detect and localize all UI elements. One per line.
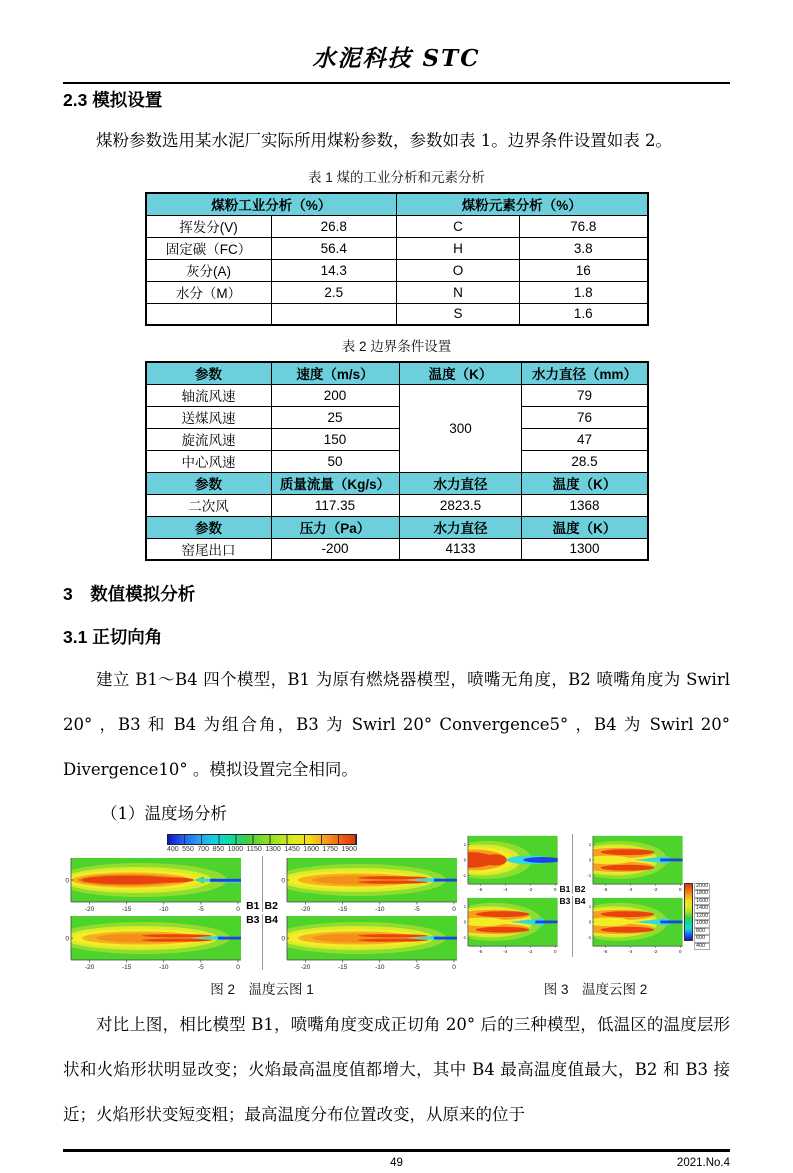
header-rule: [63, 82, 730, 84]
contour-plot-b2: [279, 856, 461, 912]
section-3-heading: 3 数值模拟分析: [63, 581, 730, 606]
table-cell: 二次风: [146, 494, 272, 516]
subitem-temperature-field: （1）温度场分析: [63, 800, 730, 824]
page-number: 49: [63, 1157, 730, 1169]
x-tick-label: -5: [414, 964, 420, 970]
x-tick-label: -20: [301, 964, 311, 970]
table-cell: 轴流风速: [146, 384, 272, 406]
table-cell: 76.8: [519, 215, 647, 237]
table-header-cell: 温度（K）: [522, 516, 648, 538]
table-cell: 送煤风速: [146, 406, 272, 428]
table-header-cell: 水力直径（mm）: [522, 362, 648, 384]
y-tick-label: 0: [588, 920, 591, 925]
table-cell: 水分（M）: [146, 281, 272, 303]
colorbar-tick: 1600: [303, 846, 319, 853]
table2-header-row-2: [146, 472, 648, 494]
x-tick-label: -20: [85, 906, 95, 912]
table-cell: H: [397, 237, 520, 259]
analysis-paragraph: 对比上图，相比模型 B1，喷嘴角度变成正切角 20° 后的三种模型，低温区的温度层形状和火焰形状明显改变；火焰最高温度值都增大，其中 B4 最高温度值最大，B2 和 B3 接近；火焰形状变短变粗；最高温度分布位置改变，从原来的位于: [63, 1002, 730, 1137]
colorbar-tick: 1000: [694, 920, 710, 928]
table-cell: 79: [522, 384, 648, 406]
table1-header-ultimate: 煤粉元素分析（%）: [397, 193, 648, 215]
figure3-temperature-contour-2: [461, 834, 730, 957]
table-header-cell: 速度（m/s）: [271, 362, 399, 384]
x-tick-label: -15: [338, 964, 348, 970]
x-tick-label: 0: [554, 887, 557, 893]
x-tick-label: -10: [375, 906, 385, 912]
contour-panel-b4: [586, 896, 685, 956]
table-row: [146, 237, 648, 259]
table-row: [146, 428, 648, 450]
table-cell: 47: [522, 428, 648, 450]
y-tick-label: 1: [464, 842, 467, 847]
panel-divider: [262, 856, 263, 912]
table-row: [146, 494, 648, 516]
colorbar-gradient: [684, 883, 693, 941]
table-cell: 200: [271, 384, 399, 406]
colorbar-tick: 1900: [341, 846, 357, 853]
y-tick-label: 0: [281, 936, 285, 943]
table-cell: 1368: [522, 494, 648, 516]
table-row: [146, 303, 648, 325]
table1-header-proximate: 煤粉工业分析（%）: [146, 193, 397, 215]
footer: [63, 1157, 730, 1173]
table-cell: 117.35: [271, 494, 399, 516]
journal-title: 水泥科技 STC: [63, 40, 730, 73]
x-tick-label: 0: [452, 964, 456, 970]
table-cell: 固定碳（FC）: [146, 237, 272, 259]
x-tick-label: -6: [478, 887, 483, 893]
panel-labels-top: [560, 834, 586, 894]
y-tick-label: 1: [588, 905, 591, 910]
colorbar-labels: [694, 883, 710, 951]
table-cell: 窑尾出口: [146, 538, 272, 560]
footer-rule: [63, 1149, 730, 1152]
table-row: [146, 281, 648, 303]
figure2-colorbar: [167, 834, 357, 853]
y-tick-label: -1: [462, 873, 466, 878]
panel-label-b1: B1: [560, 884, 571, 894]
table2-header-row-3: [146, 516, 648, 538]
table-row: [146, 450, 648, 472]
table2-caption: 表 2 边界条件设置: [63, 335, 730, 355]
table-cell: [146, 303, 272, 325]
figure2-caption: 图 2 温度云图 1: [63, 978, 461, 998]
y-tick-label: 1: [464, 905, 467, 910]
table-cell: 2823.5: [399, 494, 522, 516]
contour-plot-b4: [586, 896, 685, 956]
table-cell: 25: [271, 406, 399, 428]
x-tick-label: -5: [414, 906, 420, 912]
table-cell: 26.8: [271, 215, 397, 237]
table-cell: 旋流风速: [146, 428, 272, 450]
table-row: [146, 215, 648, 237]
panel-label-b1: B1: [246, 900, 259, 912]
panel-label-b4: B4: [265, 914, 278, 926]
colorbar-tick: 850: [212, 846, 224, 853]
table-cell: 28.5: [522, 450, 648, 472]
x-tick-label: -4: [628, 949, 633, 955]
x-tick-label: -10: [159, 964, 169, 970]
section-2-3-heading: 2.3 模拟设置: [63, 87, 730, 112]
colorbar-tick: 700: [197, 846, 209, 853]
table-header-cell: 压力（Pa）: [271, 516, 399, 538]
x-tick-label: -15: [122, 964, 132, 970]
table-cell: 150: [271, 428, 399, 450]
colorbar-tick: 400: [694, 943, 710, 951]
colorbar-tick: 1600: [694, 898, 710, 906]
contour-panel-b1: [63, 856, 245, 912]
table-header-cell: 参数: [146, 362, 272, 384]
section-2-3-paragraph: 煤粉参数选用某水泥厂实际所用煤粉参数，参数如表 1。边界条件设置如表 2。: [63, 127, 730, 151]
contour-plot-b4: [279, 914, 461, 970]
colorbar-tick: 400: [167, 846, 179, 853]
table-cell: 56.4: [271, 237, 397, 259]
colorbar-tick: 1400: [694, 905, 710, 913]
table-cell: N: [397, 281, 520, 303]
table-header-cell: 参数: [146, 516, 272, 538]
x-tick-label: -2: [653, 887, 658, 893]
table-cell: 4133: [399, 538, 522, 560]
table-cell: 50: [271, 450, 399, 472]
table-header-cell: 温度（K）: [399, 362, 522, 384]
colorbar-tick: 1450: [284, 846, 300, 853]
issue-label: 2021.No.4: [677, 1157, 730, 1169]
y-tick-label: 0: [65, 936, 69, 943]
table2-boundary-conditions: [145, 361, 649, 561]
table1-header-row: [146, 193, 648, 215]
table-cell-shared-temperature: 300: [399, 384, 522, 472]
y-tick-label: 1: [588, 842, 591, 847]
y-tick-label: 0: [281, 878, 285, 885]
table2-header-row-1: [146, 362, 648, 384]
contour-panel-b3: [461, 896, 560, 956]
table-header-cell: 温度（K）: [522, 472, 648, 494]
panel-label-b2: B2: [265, 900, 278, 912]
colorbar-tick: 1150: [247, 846, 262, 853]
colorbar-tick: 2000: [694, 883, 710, 891]
x-tick-label: -15: [122, 906, 132, 912]
table-header-cell: 质量流量（Kg/s）: [271, 472, 399, 494]
table-row: [146, 384, 648, 406]
y-tick-label: 0: [588, 858, 591, 863]
y-tick-label: 0: [464, 920, 467, 925]
table-cell: 76: [522, 406, 648, 428]
table-header-cell: 水力直径: [399, 472, 522, 494]
figure2-temperature-contour-1: [63, 834, 461, 970]
x-tick-label: -2: [653, 949, 658, 955]
panel-labels-top: [245, 856, 279, 912]
section-3-1-paragraph: 建立 B1～B4 四个模型，B1 为原有燃烧器模型，喷嘴无角度，B2 喷嘴角度为 Swirl 20° ，B3 和 B4 为组合角，B3 为 Swirl 20° Convergence5° ，B4 为 Swirl 20° Divergence10° 。模拟设置完全相同。: [63, 657, 730, 792]
table-cell: 16: [519, 259, 647, 281]
colorbar-tick: 1200: [694, 913, 710, 921]
table1-coal-analysis: [145, 192, 649, 326]
x-tick-label: 0: [236, 964, 240, 970]
x-tick-label: 0: [452, 906, 456, 912]
figure2-panels: [63, 856, 461, 970]
y-tick-label: -1: [587, 873, 591, 878]
colorbar-tick: 1800: [694, 890, 710, 898]
table-row: [146, 259, 648, 281]
x-tick-label: -20: [301, 906, 311, 912]
y-tick-label: -1: [462, 936, 466, 941]
contour-panel-b2: [279, 856, 461, 912]
panel-labels-bottom: [245, 914, 279, 970]
colorbar-tick: 1000: [228, 846, 244, 853]
x-tick-label: 0: [236, 906, 240, 912]
table-cell: 中心风速: [146, 450, 272, 472]
panel-labels-bottom: [560, 896, 586, 956]
colorbar-tick: 1300: [265, 846, 281, 853]
panel-divider: [262, 914, 263, 970]
contour-plot-b1: [63, 856, 245, 912]
colorbar-tick: 800: [694, 928, 710, 936]
table-cell: 1300: [522, 538, 648, 560]
contour-panel-b1: [461, 834, 560, 894]
table-cell: 3.8: [519, 237, 647, 259]
page-content: [0, 40, 793, 1173]
panel-label-b3: B3: [560, 896, 571, 906]
contour-plot-b3: [461, 896, 560, 956]
table-row: [146, 538, 648, 560]
figure-captions-row: [63, 978, 730, 998]
x-tick-label: 0: [554, 949, 557, 955]
x-tick-label: -2: [528, 887, 533, 893]
table-cell: 灰分(A): [146, 259, 272, 281]
colorbar-tick: 550: [182, 846, 194, 853]
x-tick-label: -15: [338, 906, 348, 912]
panel-label-b3: B3: [246, 914, 259, 926]
x-tick-label: -6: [478, 949, 483, 955]
x-tick-label: -6: [603, 887, 608, 893]
x-tick-label: -4: [503, 887, 508, 893]
colorbar-labels: [167, 846, 357, 853]
colorbar-tick: 1750: [322, 846, 338, 853]
table-cell: 14.3: [271, 259, 397, 281]
table-header-cell: 参数: [146, 472, 272, 494]
contour-panel-b2: [586, 834, 685, 894]
figures-row: [63, 834, 730, 970]
colorbar-gradient: [167, 834, 357, 845]
colorbar-tick: 600: [694, 935, 710, 943]
contour-panel-b3: [63, 914, 245, 970]
x-tick-label: -6: [603, 949, 608, 955]
x-tick-label: -4: [628, 887, 633, 893]
section-3-1-heading: 3.1 正切向角: [63, 624, 730, 649]
figure3-colorbar: [684, 834, 730, 957]
x-tick-label: -20: [85, 964, 95, 970]
contour-panel-b4: [279, 914, 461, 970]
table-header-cell: 水力直径: [399, 516, 522, 538]
table-cell: C: [397, 215, 520, 237]
x-tick-label: -2: [528, 949, 533, 955]
x-tick-label: 0: [678, 949, 681, 955]
figure3-panels: [461, 834, 684, 957]
panel-label-b2: B2: [575, 884, 586, 894]
contour-plot-b1: [461, 834, 560, 894]
table-cell: O: [397, 259, 520, 281]
x-tick-label: -5: [198, 964, 204, 970]
table-row: [146, 406, 648, 428]
table-cell: 挥发分(V): [146, 215, 272, 237]
x-tick-label: 0: [678, 887, 681, 893]
table-cell: 1.6: [519, 303, 647, 325]
y-tick-label: 0: [65, 878, 69, 885]
x-tick-label: -10: [375, 964, 385, 970]
table1-caption: 表 1 煤的工业分析和元素分析: [63, 166, 730, 186]
table-cell: S: [397, 303, 520, 325]
table-cell: 1.8: [519, 281, 647, 303]
table-cell: -200: [271, 538, 399, 560]
figure3-caption: 图 3 温度云图 2: [461, 978, 730, 998]
y-tick-label: 0: [464, 858, 467, 863]
table-cell: [271, 303, 397, 325]
y-tick-label: -1: [587, 936, 591, 941]
colorbar-box: [684, 883, 710, 951]
panel-label-b4: B4: [575, 896, 586, 906]
table-cell: 2.5: [271, 281, 397, 303]
x-tick-label: -5: [198, 906, 204, 912]
x-tick-label: -10: [159, 906, 169, 912]
contour-plot-b2: [586, 834, 685, 894]
x-tick-label: -4: [503, 949, 508, 955]
contour-plot-b3: [63, 914, 245, 970]
